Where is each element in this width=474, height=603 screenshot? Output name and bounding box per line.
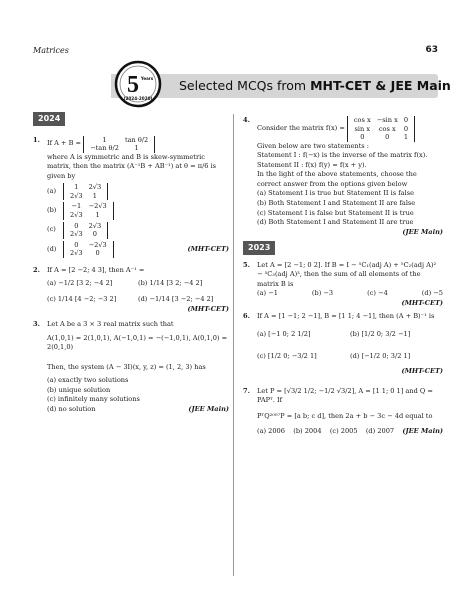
q3-option-c[interactable]: (c) infinitely many solutions [47, 395, 140, 404]
question-number: 2. [33, 265, 40, 274]
option-label: (c) [47, 225, 56, 234]
year-badge-2024: 2024 [33, 112, 65, 126]
cell: tan θ/2 [124, 135, 149, 144]
question-number: 7. [243, 386, 250, 395]
cell: 0 [403, 116, 409, 124]
cell: −2√3 [88, 202, 107, 211]
cell: sin x [354, 124, 371, 133]
right-column [243, 112, 443, 437]
source-tag: (MHT-CET) [401, 367, 443, 376]
q3-system: Then, the system (A − 3I)(x, y, z) = (1, 2, 3) has [47, 362, 206, 371]
q5-option-d[interactable]: (d) −5 [421, 289, 443, 298]
cell: 2√3 [70, 211, 83, 220]
q5-text-2: − ⁵C₃(adj A)³, then the sum of all elements of the matrix B is [257, 270, 421, 288]
question-6 [243, 312, 443, 376]
question-number: 6. [243, 312, 250, 321]
question-1 [33, 136, 229, 258]
q1-option-d[interactable] [47, 241, 229, 258]
q1-matrix [83, 136, 155, 153]
q6-option-a[interactable]: (a) [−1 0; 2 1/2] [257, 330, 311, 339]
banner-title [179, 78, 451, 93]
q4-prompt: In the light of the above statements, choose the correct answer from the options given below [257, 170, 417, 188]
q2-option-d[interactable]: (d) −1/14 [3 −2; −4 2] [138, 294, 214, 303]
question-number: 3. [33, 320, 40, 329]
q6-option-c[interactable]: (c) [1/2 0; −3/2 1] [257, 351, 317, 360]
q7-option-c[interactable]: (c) 2005 [329, 427, 358, 436]
cell: 1 [403, 133, 409, 142]
q3-option-a[interactable]: (a) exactly two solutions [47, 376, 129, 385]
banner-title-bold: MHT-CET & JEE Main [310, 78, 451, 93]
q6-option-b[interactable]: (b) [1/2 0; 3/2 −1] [350, 330, 411, 339]
badge-years: (2024-2020) [123, 96, 153, 101]
q4-statement-1: Statement I : f(−x) is the inverse of the matrix f(x). [257, 151, 428, 160]
year-badge-2023: 2023 [243, 241, 275, 255]
option-label: (d) [47, 244, 57, 253]
q5-text-1: Let A = [2 −1; 0 2]. If B = I − ⁵C₁(adj A) + ⁵C₂(adj A)² [257, 260, 437, 269]
cell: 0 [360, 133, 365, 142]
source-tag: (JEE Main) [402, 227, 443, 236]
q7-option-d[interactable]: (d) 2007 [365, 427, 395, 436]
question-4 [243, 116, 443, 237]
five-years-badge-icon [113, 60, 163, 108]
option-label: (a) [47, 187, 57, 196]
q3-text: Let A be a 3 × 3 real matrix such that [47, 320, 174, 329]
q4-option-a[interactable]: (a) Statement I is true but Statement II is false [257, 189, 414, 198]
q4-option-b[interactable]: (b) Both Statement I and Statement II are false [257, 198, 416, 207]
cell: 1 [74, 183, 79, 192]
option-label: (b) [47, 206, 57, 215]
cell: −1 [71, 202, 82, 211]
cell: 2√3 [70, 249, 83, 258]
q1-text: where A is symmetric and B is skew-symmetric matrix, then the matrix (A⁻¹B + AB⁻¹) at θ = π/6 is given by [47, 152, 217, 180]
q4-statement-2: Statement II : f(x) f(y) = f(x + y). [257, 160, 367, 169]
q7-option-b[interactable]: (b) 2004 [293, 427, 322, 436]
q4-option-d[interactable]: (d) Both Statement I and Statement II are true [257, 218, 414, 227]
option-matrix [63, 222, 108, 239]
cell: cos x [378, 124, 396, 133]
cell: 1 [92, 191, 97, 200]
cell: 0 [92, 230, 97, 239]
cell: cos x [353, 116, 371, 124]
cell: 2√3 [88, 183, 102, 192]
banner-title-prefix: Selected MCQs from [179, 78, 311, 93]
option-matrix [63, 202, 114, 219]
q4-matrix [347, 116, 415, 142]
source-tag: (MHT-CET) [187, 244, 229, 253]
q7-text-2: PᵀQ²⁰⁰⁷P = [a b; c d], then 2a + b − 3c − 4d equal to [257, 411, 433, 420]
q7-text-1: Let P = [√3/2 1/2; −1/2 √3/2], A = [1 1; 0 1] and Q = PAPᵀ. If [257, 386, 433, 405]
q2-text: If A = [2 −2; 4 3], then A⁻¹ = [47, 265, 145, 274]
source-tag: (MHT-CET) [401, 298, 443, 307]
q1-intro: If A + B = [47, 139, 82, 148]
q1-option-a[interactable] [47, 183, 229, 200]
cell: 2√3 [88, 221, 102, 230]
cell: 0 [74, 240, 79, 249]
option-matrix [63, 183, 108, 200]
q5-option-a[interactable]: (a) −1 [257, 289, 278, 298]
q1-option-c[interactable] [47, 222, 229, 239]
q2-option-a[interactable]: (a) −1/2 [3 2; −4 2] [47, 279, 113, 288]
column-divider [233, 114, 234, 576]
running-head: Matrices [33, 46, 69, 55]
question-number: 1. [33, 135, 40, 144]
q4-intro: Consider the matrix f(x) = [257, 124, 345, 133]
question-number: 4. [243, 116, 250, 124]
cell: 0 [74, 221, 79, 230]
source-tag: (MHT-CET) [187, 304, 229, 313]
q7-option-a[interactable]: (a) 2006 [257, 427, 285, 436]
cell: −tan θ/2 [90, 144, 119, 153]
question-number: 5. [243, 260, 250, 269]
cell: 0 [403, 124, 409, 133]
q3-option-b[interactable]: (b) unique solution [47, 385, 111, 394]
cell: −2√3 [88, 240, 107, 249]
q1-option-b[interactable] [47, 202, 229, 219]
q2-option-b[interactable]: (b) 1/14 [3 2; −4 2] [138, 279, 203, 288]
source-tag: (JEE Main) [188, 404, 229, 413]
badge-number: 5 [127, 72, 139, 98]
page-number: 63 [425, 45, 438, 55]
section-banner [33, 60, 451, 108]
q5-option-c[interactable]: (c) −4 [367, 289, 388, 298]
cell: 1 [102, 135, 107, 144]
q4-option-c[interactable]: (c) Statement I is false but Statement II is true [257, 208, 414, 217]
q3-option-d[interactable]: (d) no solution [47, 404, 96, 413]
question-7 [243, 387, 443, 437]
cell: 2√3 [70, 191, 83, 200]
left-column [33, 112, 229, 414]
question-5 [243, 261, 443, 309]
badge-top: Years [140, 76, 154, 81]
cell: 1 [95, 211, 100, 220]
source-tag: (JEE Main) [402, 427, 443, 436]
cell: 2√3 [70, 230, 83, 239]
cell: 1 [134, 144, 139, 153]
question-3 [33, 320, 229, 414]
option-matrix [63, 241, 114, 258]
q6-option-d[interactable]: (d) [−1/2 0; 3/2 1] [350, 351, 411, 360]
q5-option-b[interactable]: (b) −3 [311, 289, 334, 298]
question-2 [33, 266, 229, 314]
cell: −sin x [376, 116, 398, 124]
q6-text: If A = [1 −1; 2 −1], B = [1 1; 4 −1], then (A + B)⁻¹ is [257, 312, 435, 321]
q3-equation: A(1,0,1) = 2(1,0,1), A(−1,0,1) = −(−1,0,1), A(0,1,0) = 2(0,1,0) [47, 333, 228, 352]
q2-option-c[interactable]: (c) 1/14 [4 −2; −3 2] [47, 294, 117, 303]
q4-given: Given below are two statements : [257, 141, 369, 150]
cell: 0 [385, 133, 390, 142]
cell: 0 [95, 249, 100, 258]
